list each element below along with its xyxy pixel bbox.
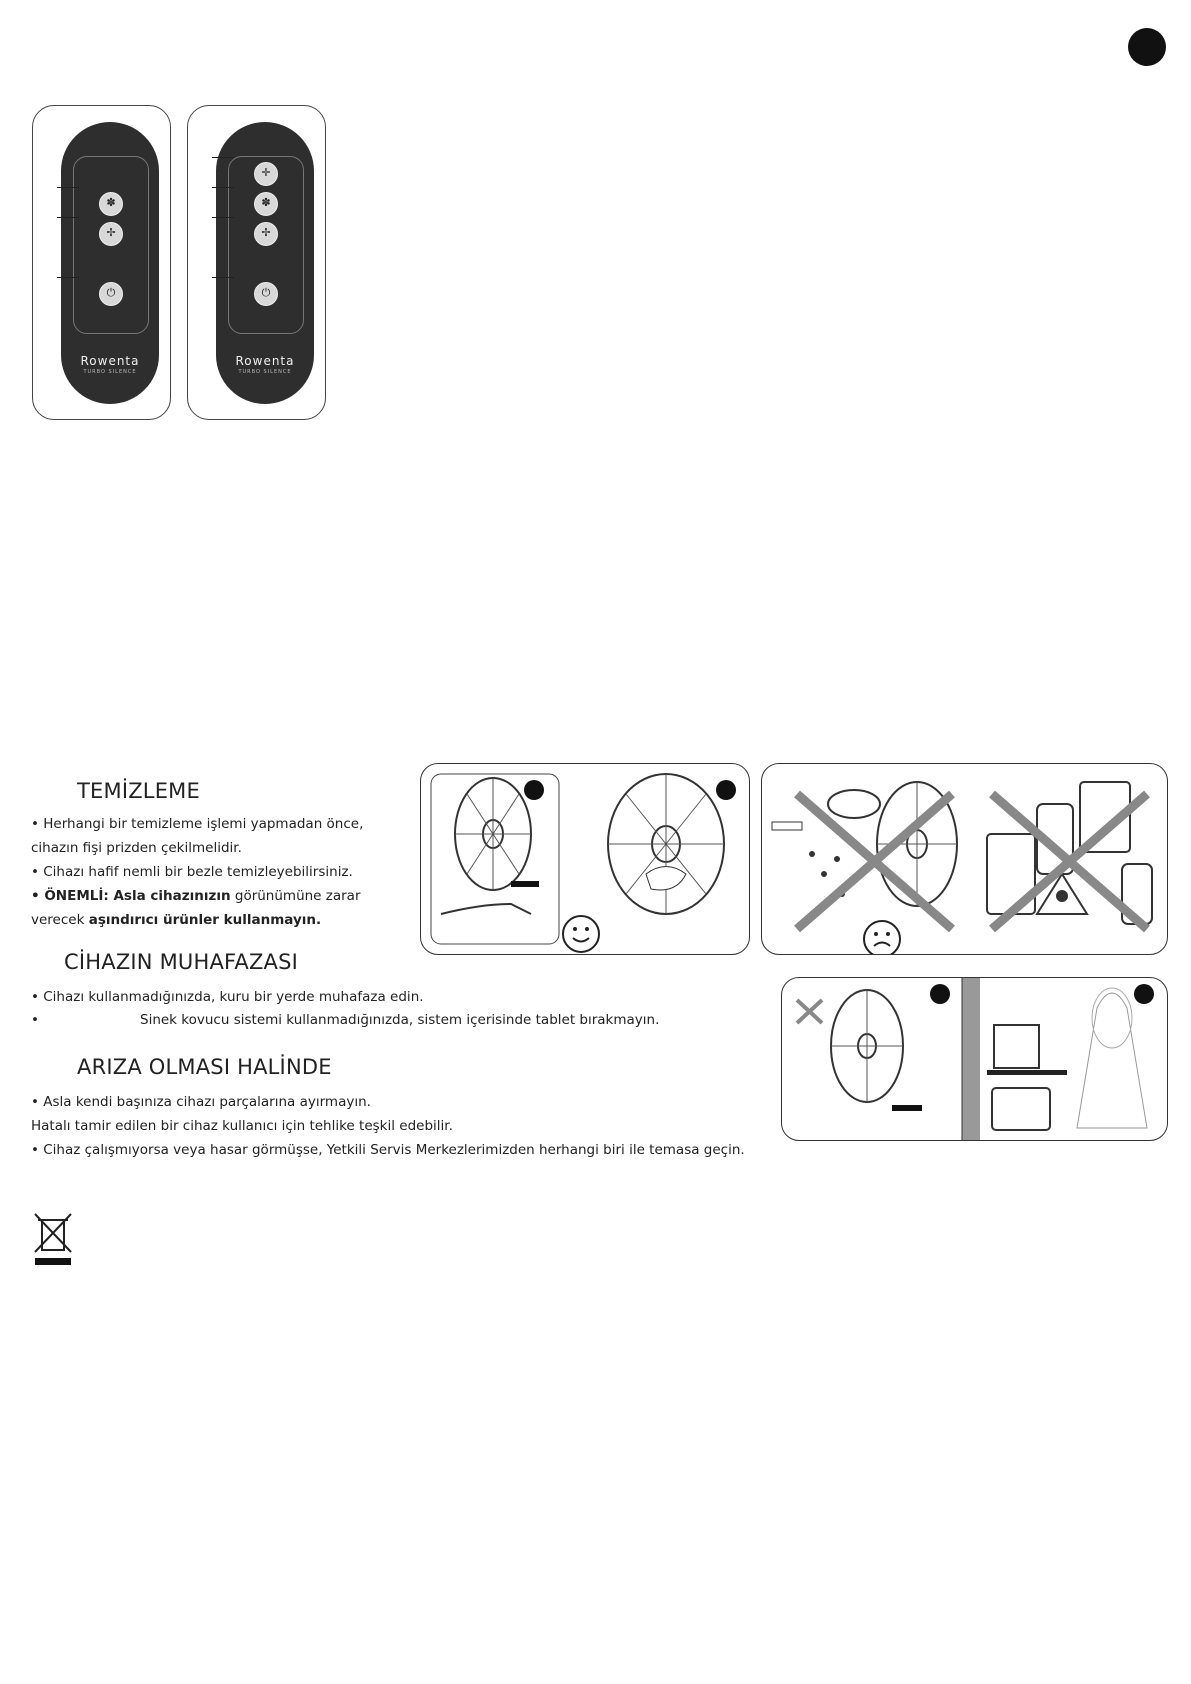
cleaning-important [31,887,361,906]
speed-control-icon: ✢ [254,222,278,246]
crossed-bin-icon [33,1212,75,1268]
brand-logo: Rowenta [235,354,295,368]
failure-text-3: • Cihaz çalışmıyorsa veya hasar görmüşse, Yetkili Servis Merkezlerimizden herhangi biri ile temasa geçin. [31,1142,745,1158]
cleaning-text-2: cihazın fişi prizden çekilmelidir. [31,840,242,856]
turbo-boost-icon: ✽ [254,192,278,216]
brand-subtitle: TURBO SILENCE [238,369,292,375]
prohibited-cleaning-svg [762,764,1167,954]
speed-control-icon: ✢ [99,222,123,246]
cleaning-text-1: • Herhangi bir temizleme işlemi yapmadan önce, [31,816,364,832]
callout-line [57,187,79,188]
line5-bold: aşındırıcı ürünler kullanmayın. [88,912,322,928]
cleaning-text-5 [31,911,321,930]
storage-text-2: Sinek kovucu sistemi kullanmadığınızda, sistem içerisinde tablet bırakmayın. [140,1012,660,1028]
remote-control-panel-2 [187,105,326,420]
storage-heading: CİHAZIN MUHAFAZASI [64,950,299,974]
storage-illustration [781,977,1168,1141]
callout-line [57,277,79,278]
power-icon: ⏻ [254,282,278,306]
oscillation-icon: ✛ [254,162,278,186]
storage-illustration-svg [782,978,1167,1140]
cleaning-heading: TEMİZLEME [77,779,200,803]
important-rest: görünümüne zarar [230,888,361,904]
remote-control-1 [61,122,159,404]
cleaning-illustration [420,763,750,955]
prohibited-cleaning-illustration [761,763,1168,955]
callout-line [212,217,234,218]
brand-logo: Rowenta [80,354,140,368]
storage-text-1: • Cihazı kullanmadığınızda, kuru bir yerde muhafaza edin. [31,989,424,1005]
failure-text-1: • Asla kendi başınıza cihazı parçalarına ayırmayın. [31,1094,371,1110]
callout-line [212,277,234,278]
callout-line [57,217,79,218]
callout-line [212,157,234,158]
failure-heading: ARIZA OLMASI HALİNDE [77,1055,332,1079]
callout-line [212,187,234,188]
remote-control-2 [216,122,314,404]
remote-control-panel-1 [32,105,171,420]
power-icon: ⏻ [99,282,123,306]
failure-text-2: Hatalı tamir edilen bir cihaz kullanıcı için tehlike teşkil edebilir. [31,1118,453,1134]
page-marker-dot [1128,28,1166,66]
important-bold: • ÖNEMLİ: Asla cihazınızın [31,888,231,904]
cleaning-text-3: • Cihazı hafif nemli bir bezle temizleyebilirsiniz. [31,864,353,880]
line5-prefix: verecek [31,912,89,928]
weee-symbol [33,1212,75,1272]
storage-bullet: • [31,1012,39,1028]
cleaning-illustration-svg [421,764,749,954]
brand-subtitle: TURBO SILENCE [83,369,137,375]
turbo-boost-icon: ✽ [99,192,123,216]
